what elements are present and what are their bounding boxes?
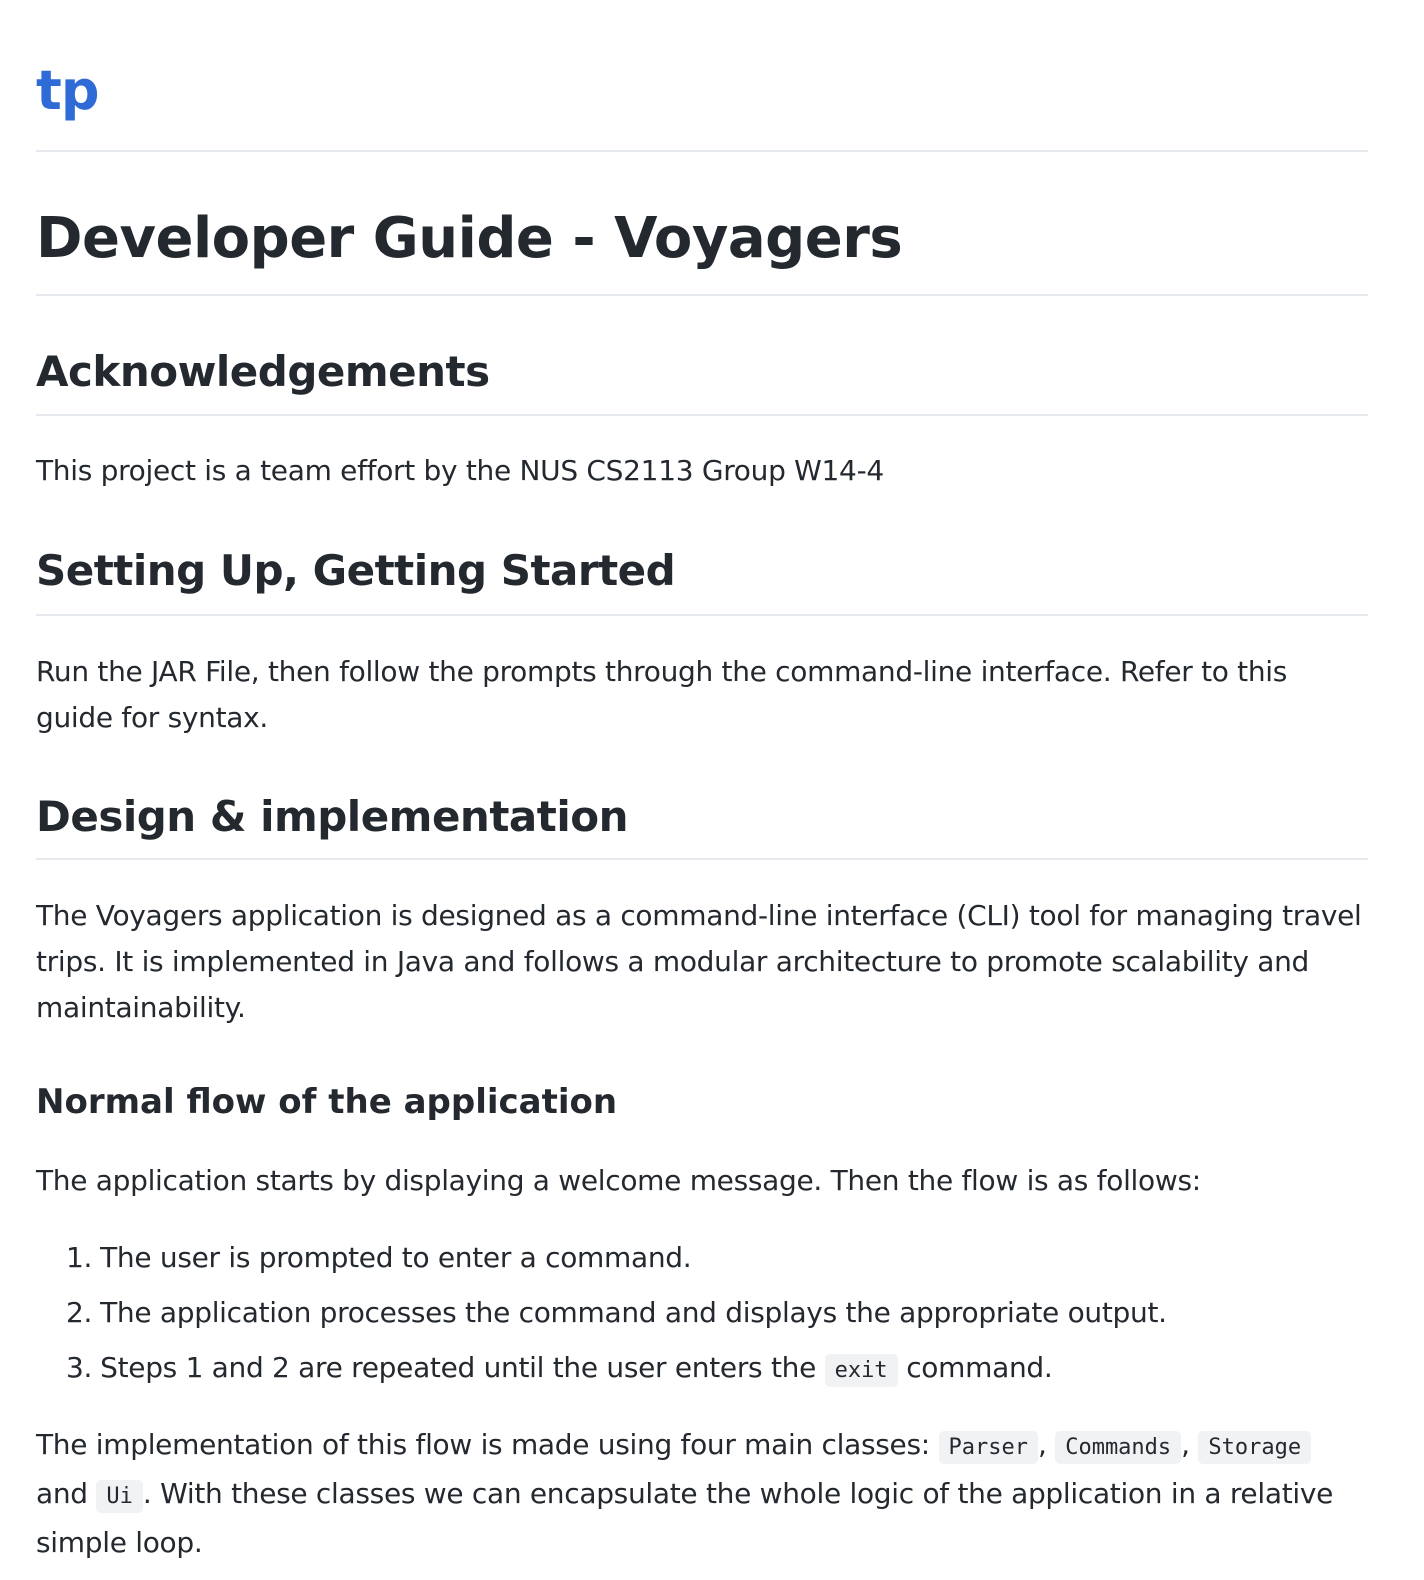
flow-steps-list (66, 1235, 1366, 1400)
flow-implementation-text (36, 1422, 1368, 1566)
heading-normal-flow: Normal flow of the application (36, 1082, 618, 1122)
design-line-1: The Voyagers application is designed as a command-line interface (CLI) tool for managing travel (36, 899, 1362, 932)
site-title-link[interactable]: tp (36, 59, 99, 122)
list-item-number: 1. (66, 1241, 93, 1274)
list-item-number: 2. (66, 1296, 93, 1329)
inline-code-commands: Commands (1055, 1431, 1181, 1464)
flow-intro: The application starts by displaying a welcome message. Then the flow is as follows: (36, 1164, 1201, 1197)
heading-design: Design & implementation (36, 792, 628, 841)
header-divider (36, 150, 1368, 152)
impl-text-middle: . With these classes we can encapsulate the whole logic of the application in a relative (142, 1477, 1334, 1510)
list-item-text: Steps 1 and 2 are repeated until the user enters the (100, 1351, 816, 1384)
inline-code-exit: exit (825, 1354, 898, 1387)
impl-text-start: The implementation of this flow is made using four main classes: (36, 1428, 930, 1461)
list-item (66, 1290, 1366, 1345)
impl-and: and (36, 1477, 88, 1510)
list-item-text: The user is prompted to enter a command. (100, 1241, 692, 1274)
setup-line-2: guide for syntax. (36, 701, 269, 734)
impl-line-2 (36, 1471, 1368, 1520)
impl-line-3: simple loop. (36, 1526, 203, 1559)
list-item (66, 1235, 1366, 1290)
inline-code-ui: Ui (96, 1480, 143, 1513)
list-item-number: 3. (66, 1351, 93, 1384)
design-divider (36, 858, 1368, 860)
impl-separator: , (1037, 1428, 1047, 1461)
list-item (66, 1345, 1366, 1400)
inline-code-storage: Storage (1198, 1431, 1311, 1464)
design-text (36, 893, 1368, 1031)
inline-code-parser: Parser (939, 1431, 1038, 1464)
setup-text (36, 649, 1368, 741)
page-title: Developer Guide - Voyagers (36, 206, 903, 271)
impl-separator: , (1181, 1428, 1190, 1461)
acknowledgements-text: This project is a team effort by the NUS CS2113 Group W14-4 (36, 454, 884, 487)
setup-line-1: Run the JAR File, then follow the prompts through the command-line interface. Refer to this (36, 655, 1288, 688)
heading-setup: Setting Up, Getting Started (36, 546, 676, 595)
setup-divider (36, 614, 1368, 616)
acknowledgements-divider (36, 414, 1368, 416)
design-line-2: trips. It is implemented in Java and follows a modular architecture to promote scalability and (36, 945, 1310, 978)
list-item-text-end: command. (906, 1351, 1053, 1384)
list-item-text: The application processes the command and displays the appropriate output. (100, 1296, 1167, 1329)
heading-acknowledgements: Acknowledgements (36, 347, 490, 396)
design-line-3: maintainability. (36, 991, 246, 1024)
title-divider (36, 294, 1368, 296)
impl-line-1 (36, 1422, 1368, 1471)
